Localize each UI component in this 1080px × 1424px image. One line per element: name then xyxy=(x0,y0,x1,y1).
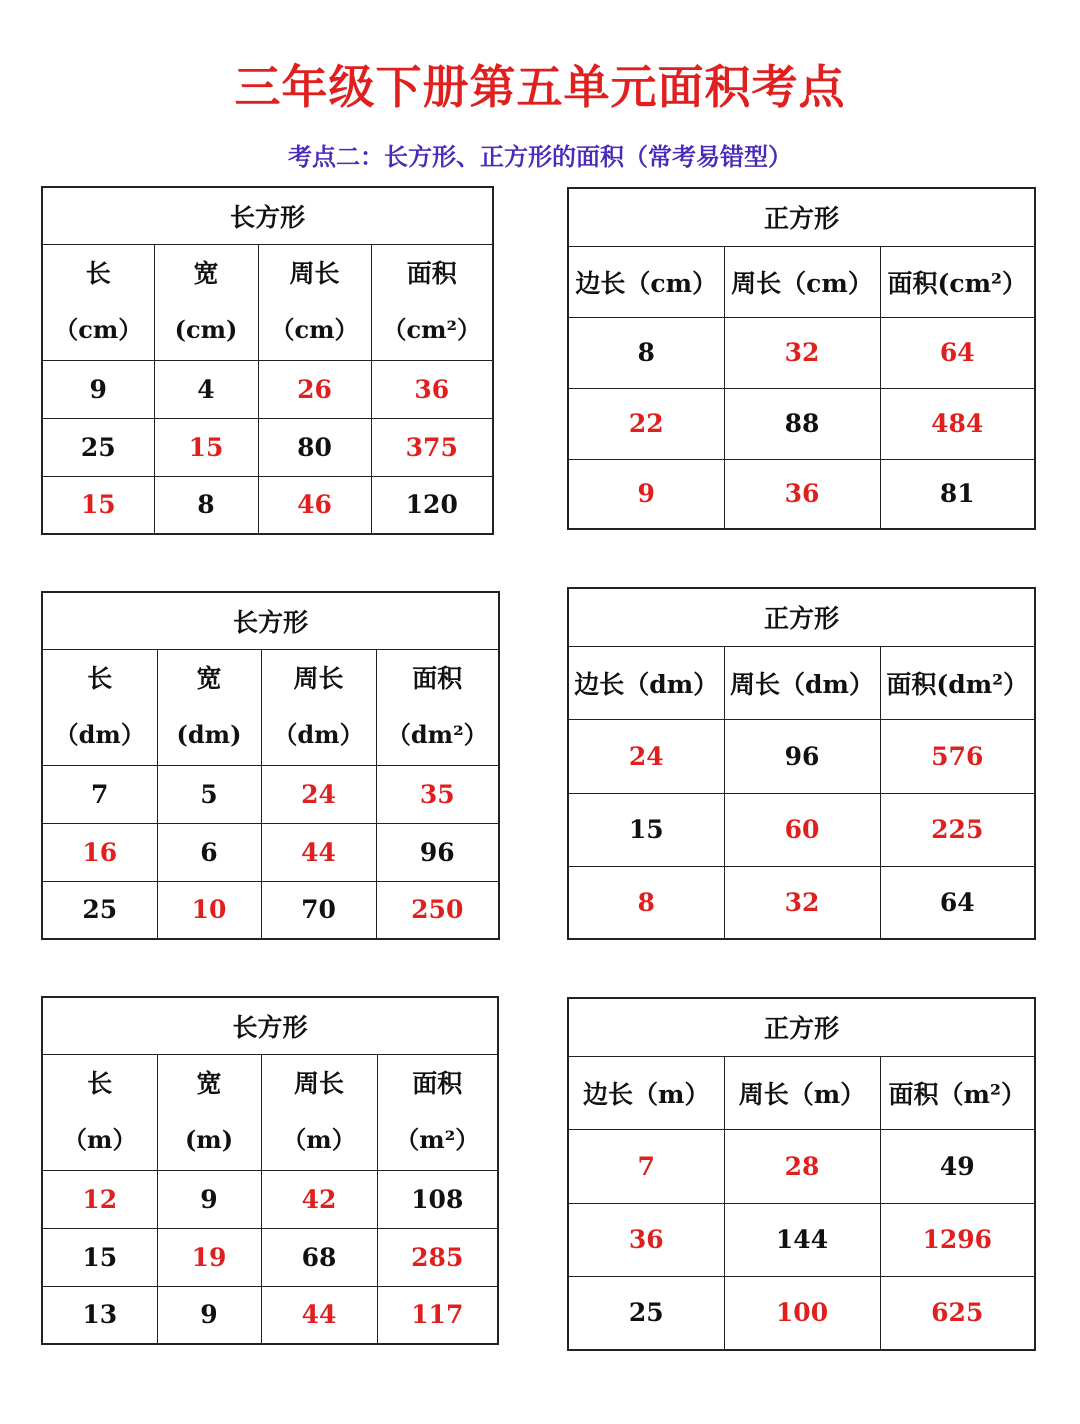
cell-length xyxy=(42,823,157,881)
cell-width xyxy=(157,1228,261,1286)
cell-perimeter xyxy=(724,388,880,459)
cell-value: 144 xyxy=(775,1225,829,1254)
header-name: 宽 xyxy=(196,1069,222,1098)
header-unit: （m） xyxy=(63,1125,137,1154)
cell-side xyxy=(568,1203,724,1276)
cell-perimeter xyxy=(261,1228,377,1286)
header-unit: （m²） xyxy=(395,1125,480,1154)
rect-table-m xyxy=(41,996,499,1345)
cell-value: 36 xyxy=(628,1225,664,1254)
cell-area xyxy=(371,476,493,534)
header-name: 宽 xyxy=(193,259,219,288)
cell-area xyxy=(376,881,499,939)
cell-value: 81 xyxy=(939,479,975,509)
cell-perimeter xyxy=(258,418,371,476)
cell-value: 44 xyxy=(301,1300,337,1330)
header-name: 面积 xyxy=(887,268,938,298)
header-length xyxy=(42,1054,157,1170)
table-row xyxy=(568,1276,1035,1350)
header-name: 边长 xyxy=(574,669,625,699)
table-row xyxy=(42,1228,498,1286)
header-unit: （m） xyxy=(788,1079,866,1109)
header-unit: （dm） xyxy=(624,669,719,699)
cell-value: 9 xyxy=(89,374,107,404)
header-perimeter xyxy=(724,646,880,719)
cell-value: 32 xyxy=(784,338,820,367)
header-name: 周长 xyxy=(293,664,344,693)
cell-area xyxy=(880,866,1035,939)
cell-perimeter xyxy=(724,719,880,793)
cell-value: 15 xyxy=(628,815,664,844)
cell-side xyxy=(568,317,724,388)
cell-length xyxy=(42,1286,157,1344)
header-side xyxy=(568,246,724,317)
header-name: 周长 xyxy=(730,669,781,699)
cell-perimeter xyxy=(724,459,880,529)
cell-value: 225 xyxy=(931,815,984,844)
header-width xyxy=(157,649,261,765)
table-title: 正方形 xyxy=(568,998,1035,1056)
cell-value: 19 xyxy=(191,1242,227,1272)
header-side xyxy=(568,646,724,719)
cell-value: 484 xyxy=(931,409,984,438)
table-row xyxy=(42,881,499,939)
cell-value: 8 xyxy=(637,887,655,917)
cell-perimeter xyxy=(261,1170,377,1228)
cell-width xyxy=(157,1170,261,1228)
cell-value: 4 xyxy=(197,374,215,404)
cell-length xyxy=(42,476,154,534)
cell-value: 5 xyxy=(200,779,218,809)
table-row xyxy=(568,866,1035,939)
header-unit: （cm） xyxy=(625,268,718,298)
table-row xyxy=(568,459,1035,529)
header-length xyxy=(42,649,157,765)
cell-value: 7 xyxy=(91,779,109,809)
header-unit: （m） xyxy=(282,1125,356,1154)
cell-area xyxy=(880,719,1035,793)
cell-perimeter xyxy=(724,866,880,939)
cell-side xyxy=(568,793,724,866)
cell-area xyxy=(371,360,493,418)
header-unit: （cm） xyxy=(781,268,873,298)
cell-side xyxy=(568,459,724,529)
cell-value: 100 xyxy=(775,1298,829,1328)
table-row xyxy=(42,765,499,823)
header-unit: （dm） xyxy=(273,720,364,749)
header-name: 面积 xyxy=(888,1079,939,1109)
cell-value: 6 xyxy=(200,837,218,867)
cell-perimeter xyxy=(724,1276,880,1350)
cell-area xyxy=(377,1286,498,1344)
cell-area xyxy=(880,388,1035,459)
header-unit: （m） xyxy=(633,1079,710,1109)
table-title: 长方形 xyxy=(42,592,499,649)
cell-value: 9 xyxy=(637,479,655,509)
table-row xyxy=(568,1203,1035,1276)
cell-width xyxy=(157,1286,261,1344)
header-name: 长 xyxy=(85,259,111,288)
cell-width xyxy=(154,476,258,534)
cell-value: 46 xyxy=(297,490,332,520)
header-perimeter xyxy=(261,1054,377,1170)
cell-value: 9 xyxy=(200,1300,218,1330)
cell-perimeter xyxy=(261,881,376,939)
cell-value: 24 xyxy=(301,779,336,809)
header-perimeter xyxy=(261,649,376,765)
cell-width xyxy=(157,765,261,823)
cell-value: 68 xyxy=(301,1242,337,1272)
table-row xyxy=(568,388,1035,459)
cell-value: 35 xyxy=(419,779,455,809)
cell-area xyxy=(376,823,499,881)
table-row xyxy=(42,1286,498,1344)
cell-value: 26 xyxy=(297,374,332,404)
cell-value: 70 xyxy=(301,895,336,925)
cell-value: 60 xyxy=(784,815,820,844)
page-subtitle: 考点二：长方形、正方形的面积（常考易错型） xyxy=(288,143,792,171)
cell-side xyxy=(568,719,724,793)
header-name: 周长 xyxy=(293,1069,344,1098)
header-name: 面积 xyxy=(406,259,457,288)
header-name: 边长 xyxy=(575,268,626,298)
cell-value: 96 xyxy=(784,741,820,771)
cell-value: 12 xyxy=(82,1184,118,1214)
table-title: 长方形 xyxy=(42,997,498,1054)
header-perimeter xyxy=(258,244,371,360)
cell-value: 8 xyxy=(637,338,655,367)
cell-value: 285 xyxy=(411,1242,464,1272)
cell-perimeter xyxy=(261,1286,377,1344)
header-unit: （dm²） xyxy=(386,720,488,749)
header-unit: (cm²） xyxy=(937,268,1027,298)
cell-value: 1296 xyxy=(922,1225,993,1254)
cell-value: 36 xyxy=(784,479,820,509)
header-name: 周长 xyxy=(289,259,340,288)
page-title: 三年级下册第五单元面积考点 xyxy=(234,60,846,114)
cell-value: 80 xyxy=(297,432,332,462)
header-area xyxy=(371,244,493,360)
cell-area xyxy=(880,1276,1035,1350)
cell-length xyxy=(42,360,154,418)
table-row xyxy=(42,418,493,476)
square-table-m xyxy=(567,997,1036,1351)
header-length xyxy=(42,244,154,360)
cell-value: 576 xyxy=(931,741,984,771)
cell-side xyxy=(568,388,724,459)
header-area xyxy=(377,1054,498,1170)
header-unit: (dm²） xyxy=(936,669,1029,699)
cell-area xyxy=(880,459,1035,529)
cell-value: 250 xyxy=(411,895,464,925)
cell-value: 88 xyxy=(784,409,820,438)
cell-side xyxy=(568,866,724,939)
header-unit: (dm) xyxy=(176,720,242,749)
cell-width xyxy=(157,881,261,939)
cell-value: 120 xyxy=(405,490,458,520)
cell-value: 8 xyxy=(197,490,215,520)
rect-table-cm xyxy=(41,186,494,535)
header-area xyxy=(880,246,1035,317)
header-name: 面积 xyxy=(412,664,463,693)
cell-value: 625 xyxy=(931,1298,984,1328)
cell-value: 28 xyxy=(784,1151,820,1181)
header-name: 宽 xyxy=(196,664,222,693)
table-title: 正方形 xyxy=(568,588,1035,646)
header-unit: （dm） xyxy=(54,720,145,749)
cell-perimeter xyxy=(724,1203,880,1276)
cell-value: 7 xyxy=(637,1151,655,1181)
cell-area xyxy=(880,1129,1035,1203)
cell-value: 22 xyxy=(628,409,664,438)
cell-value: 16 xyxy=(82,837,118,867)
header-perimeter xyxy=(724,246,880,317)
header-side xyxy=(568,1056,724,1129)
cell-perimeter xyxy=(261,823,376,881)
cell-value: 13 xyxy=(82,1300,118,1330)
cell-value: 25 xyxy=(82,895,118,925)
header-unit: （cm²） xyxy=(382,315,482,344)
cell-value: 9 xyxy=(200,1184,218,1214)
rect-table-dm xyxy=(41,591,500,940)
table-title: 长方形 xyxy=(42,187,493,244)
table-row xyxy=(42,476,493,534)
cell-length xyxy=(42,1170,157,1228)
cell-value: 108 xyxy=(411,1184,464,1214)
header-name: 面积 xyxy=(886,669,937,699)
cell-perimeter xyxy=(724,317,880,388)
header-area xyxy=(376,649,499,765)
header-unit: （dm） xyxy=(780,669,874,699)
cell-area xyxy=(880,793,1035,866)
header-name: 周长 xyxy=(731,268,782,298)
square-table-dm xyxy=(567,587,1036,940)
header-unit: (cm) xyxy=(174,315,238,344)
cell-length xyxy=(42,1228,157,1286)
cell-width xyxy=(154,360,258,418)
header-unit: （m²） xyxy=(938,1079,1026,1109)
header-name: 长 xyxy=(87,664,113,693)
cell-width xyxy=(157,823,261,881)
cell-length xyxy=(42,881,157,939)
cell-perimeter xyxy=(261,765,376,823)
cell-value: 32 xyxy=(784,887,820,917)
cell-area xyxy=(880,1203,1035,1276)
header-name: 边长 xyxy=(583,1079,634,1109)
table-row xyxy=(42,823,499,881)
cell-value: 375 xyxy=(405,432,458,462)
cell-side xyxy=(568,1129,724,1203)
cell-area xyxy=(376,765,499,823)
cell-width xyxy=(154,418,258,476)
header-name: 周长 xyxy=(738,1079,789,1109)
header-area xyxy=(880,646,1035,719)
cell-value: 25 xyxy=(80,432,116,462)
table-row xyxy=(568,317,1035,388)
header-name: 面积 xyxy=(412,1069,463,1098)
cell-value: 49 xyxy=(939,1151,975,1181)
cell-value: 15 xyxy=(188,432,224,462)
cell-length xyxy=(42,765,157,823)
header-unit: （cm） xyxy=(54,315,143,344)
cell-length xyxy=(42,418,154,476)
cell-perimeter xyxy=(724,793,880,866)
header-perimeter xyxy=(724,1056,880,1129)
cell-area xyxy=(377,1170,498,1228)
table-row xyxy=(568,719,1035,793)
cell-value: 117 xyxy=(411,1300,464,1330)
cell-area xyxy=(371,418,493,476)
cell-value: 25 xyxy=(628,1298,664,1328)
header-name: 长 xyxy=(87,1069,113,1098)
table-row xyxy=(42,360,493,418)
header-unit: (m) xyxy=(184,1125,234,1154)
header-width xyxy=(157,1054,261,1170)
square-table-cm xyxy=(567,187,1036,530)
cell-perimeter xyxy=(724,1129,880,1203)
cell-area xyxy=(377,1228,498,1286)
cell-perimeter xyxy=(258,476,371,534)
table-title: 正方形 xyxy=(568,188,1035,246)
cell-value: 96 xyxy=(419,837,455,867)
cell-value: 42 xyxy=(301,1184,337,1214)
header-area xyxy=(880,1056,1035,1129)
cell-value: 15 xyxy=(80,490,116,520)
table-row xyxy=(42,1170,498,1228)
table-row xyxy=(568,793,1035,866)
cell-perimeter xyxy=(258,360,371,418)
table-row xyxy=(568,1129,1035,1203)
cell-value: 24 xyxy=(628,741,664,771)
cell-value: 36 xyxy=(414,374,450,404)
cell-value: 10 xyxy=(191,895,227,925)
cell-value: 44 xyxy=(301,837,336,867)
cell-value: 64 xyxy=(939,338,975,367)
header-unit: （cm） xyxy=(270,315,359,344)
cell-value: 15 xyxy=(82,1242,118,1272)
cell-area xyxy=(880,317,1035,388)
cell-side xyxy=(568,1276,724,1350)
cell-value: 64 xyxy=(939,887,975,917)
header-width xyxy=(154,244,258,360)
